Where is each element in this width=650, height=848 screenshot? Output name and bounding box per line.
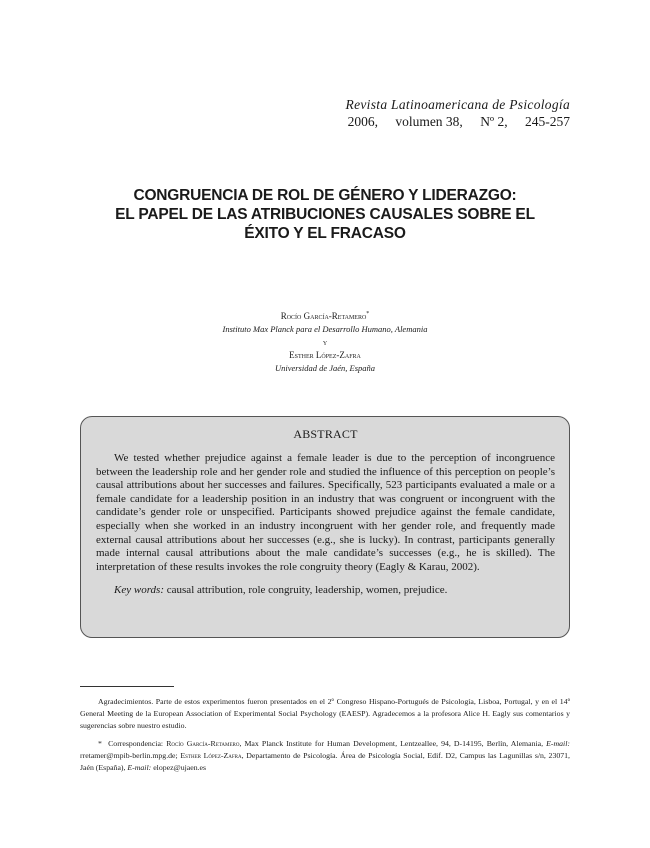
footnotes xyxy=(80,696,570,780)
correspondence-note xyxy=(80,738,570,774)
title-line-3: ÉXITO Y EL FRACASO xyxy=(244,225,406,242)
email-1[interactable]: rretamer@mpib-berlin.mpg.de; xyxy=(80,751,178,760)
abstract-box xyxy=(80,416,570,638)
keywords xyxy=(96,584,555,596)
abstract-heading: ABSTRACT xyxy=(293,427,358,441)
correspondence-mark: * xyxy=(98,739,102,748)
correspondence-name-1: Rocío García-Retamero xyxy=(166,739,240,748)
correspondence-name-2: Esther López-Zafra xyxy=(180,751,242,760)
affiliation-2: Universidad de Jaén, España xyxy=(274,363,376,373)
author-block xyxy=(100,308,550,375)
abstract-text: We tested whether prejudice against a female leader is due to the perception of incongruence between the leadership role and her gender role and studied the influence of this perception on people’s causal attributions about her successes and failures. Specifically, 523 participants evaluated a male or a female candidate for a leadership position in an industry that was congruent or incongruent with the candidate’s gender role or unspecified. Participants showed prejudice against the female candidate, especially when she worked in an industry incongruent with her gender role, and frequently made external causal attributions about her successes (e.g., she is lucky). In contrast, participants generally made internal causal attributions about the male candidate’s successes (e.g., he is skilled). The interpretation of these results invokes the role congruity theory (Eagly & Karau, 2002). xyxy=(96,452,555,573)
title-line-2: EL PAPEL DE LAS ATRIBUCIONES CAUSALES SOBRE EL xyxy=(115,206,535,223)
email-2[interactable]: elopez@ujaen.es xyxy=(153,763,207,772)
article-title xyxy=(100,186,550,243)
email-label-2: E-mail: xyxy=(127,763,152,772)
author-1-name: Rocío García-Retamero xyxy=(280,311,367,321)
keywords-label: Key words: xyxy=(114,584,165,597)
journal-number: Nº 2, xyxy=(480,114,508,129)
correspondence-address-1: , Max Planck Institute for Human Development, Lentzeallee, 94, D-14195, Berlín, Alemania, xyxy=(239,739,544,748)
acknowledgments-note: Agradecimientos. Parte de estos experimentos fueron presentados en el 2º Congreso Hispano-Portugués de Psicología, Lisboa, Portugal, y en el 14º General Meeting de la European Association of Experimental Social Psychology (EAESP). Agradecemos a la profesora Alice H. Eagly sus comentarios y sugerencias sobre nuestro estudio. xyxy=(80,697,570,730)
journal-issue-info xyxy=(346,113,570,130)
title-line-1: CONGRUENCIA DE ROL DE GÉNERO Y LIDERAZGO: xyxy=(133,187,517,204)
journal-name: Revista Latinoamericana de Psicología xyxy=(345,97,570,112)
keywords-list: causal attribution, role congruity, leadership, women, prejudice. xyxy=(166,584,448,597)
journal-pages: 245-257 xyxy=(525,114,570,129)
correspondence-address-2: , Departamento de Psicología. Área de Psicología Social, Edif. D2, Campus las Lagunillas s/n, 23071, Jaén (España), xyxy=(80,751,570,772)
author-1-footnote-mark: * xyxy=(366,311,370,317)
email-label-1: E-mail: xyxy=(546,739,570,748)
affiliation-1: Instituto Max Planck para el Desarrollo Humano, Alemania xyxy=(222,324,428,334)
author-conjunction: y xyxy=(322,337,328,347)
footnote-separator xyxy=(80,686,174,687)
journal-year: 2006, xyxy=(347,114,378,129)
author-2-name: Esther López-Zafra xyxy=(289,350,361,360)
correspondence-label: Correspondencia: xyxy=(108,739,164,748)
journal-header xyxy=(346,96,570,130)
journal-volume: volumen 38, xyxy=(395,114,463,129)
author-1 xyxy=(100,308,550,323)
